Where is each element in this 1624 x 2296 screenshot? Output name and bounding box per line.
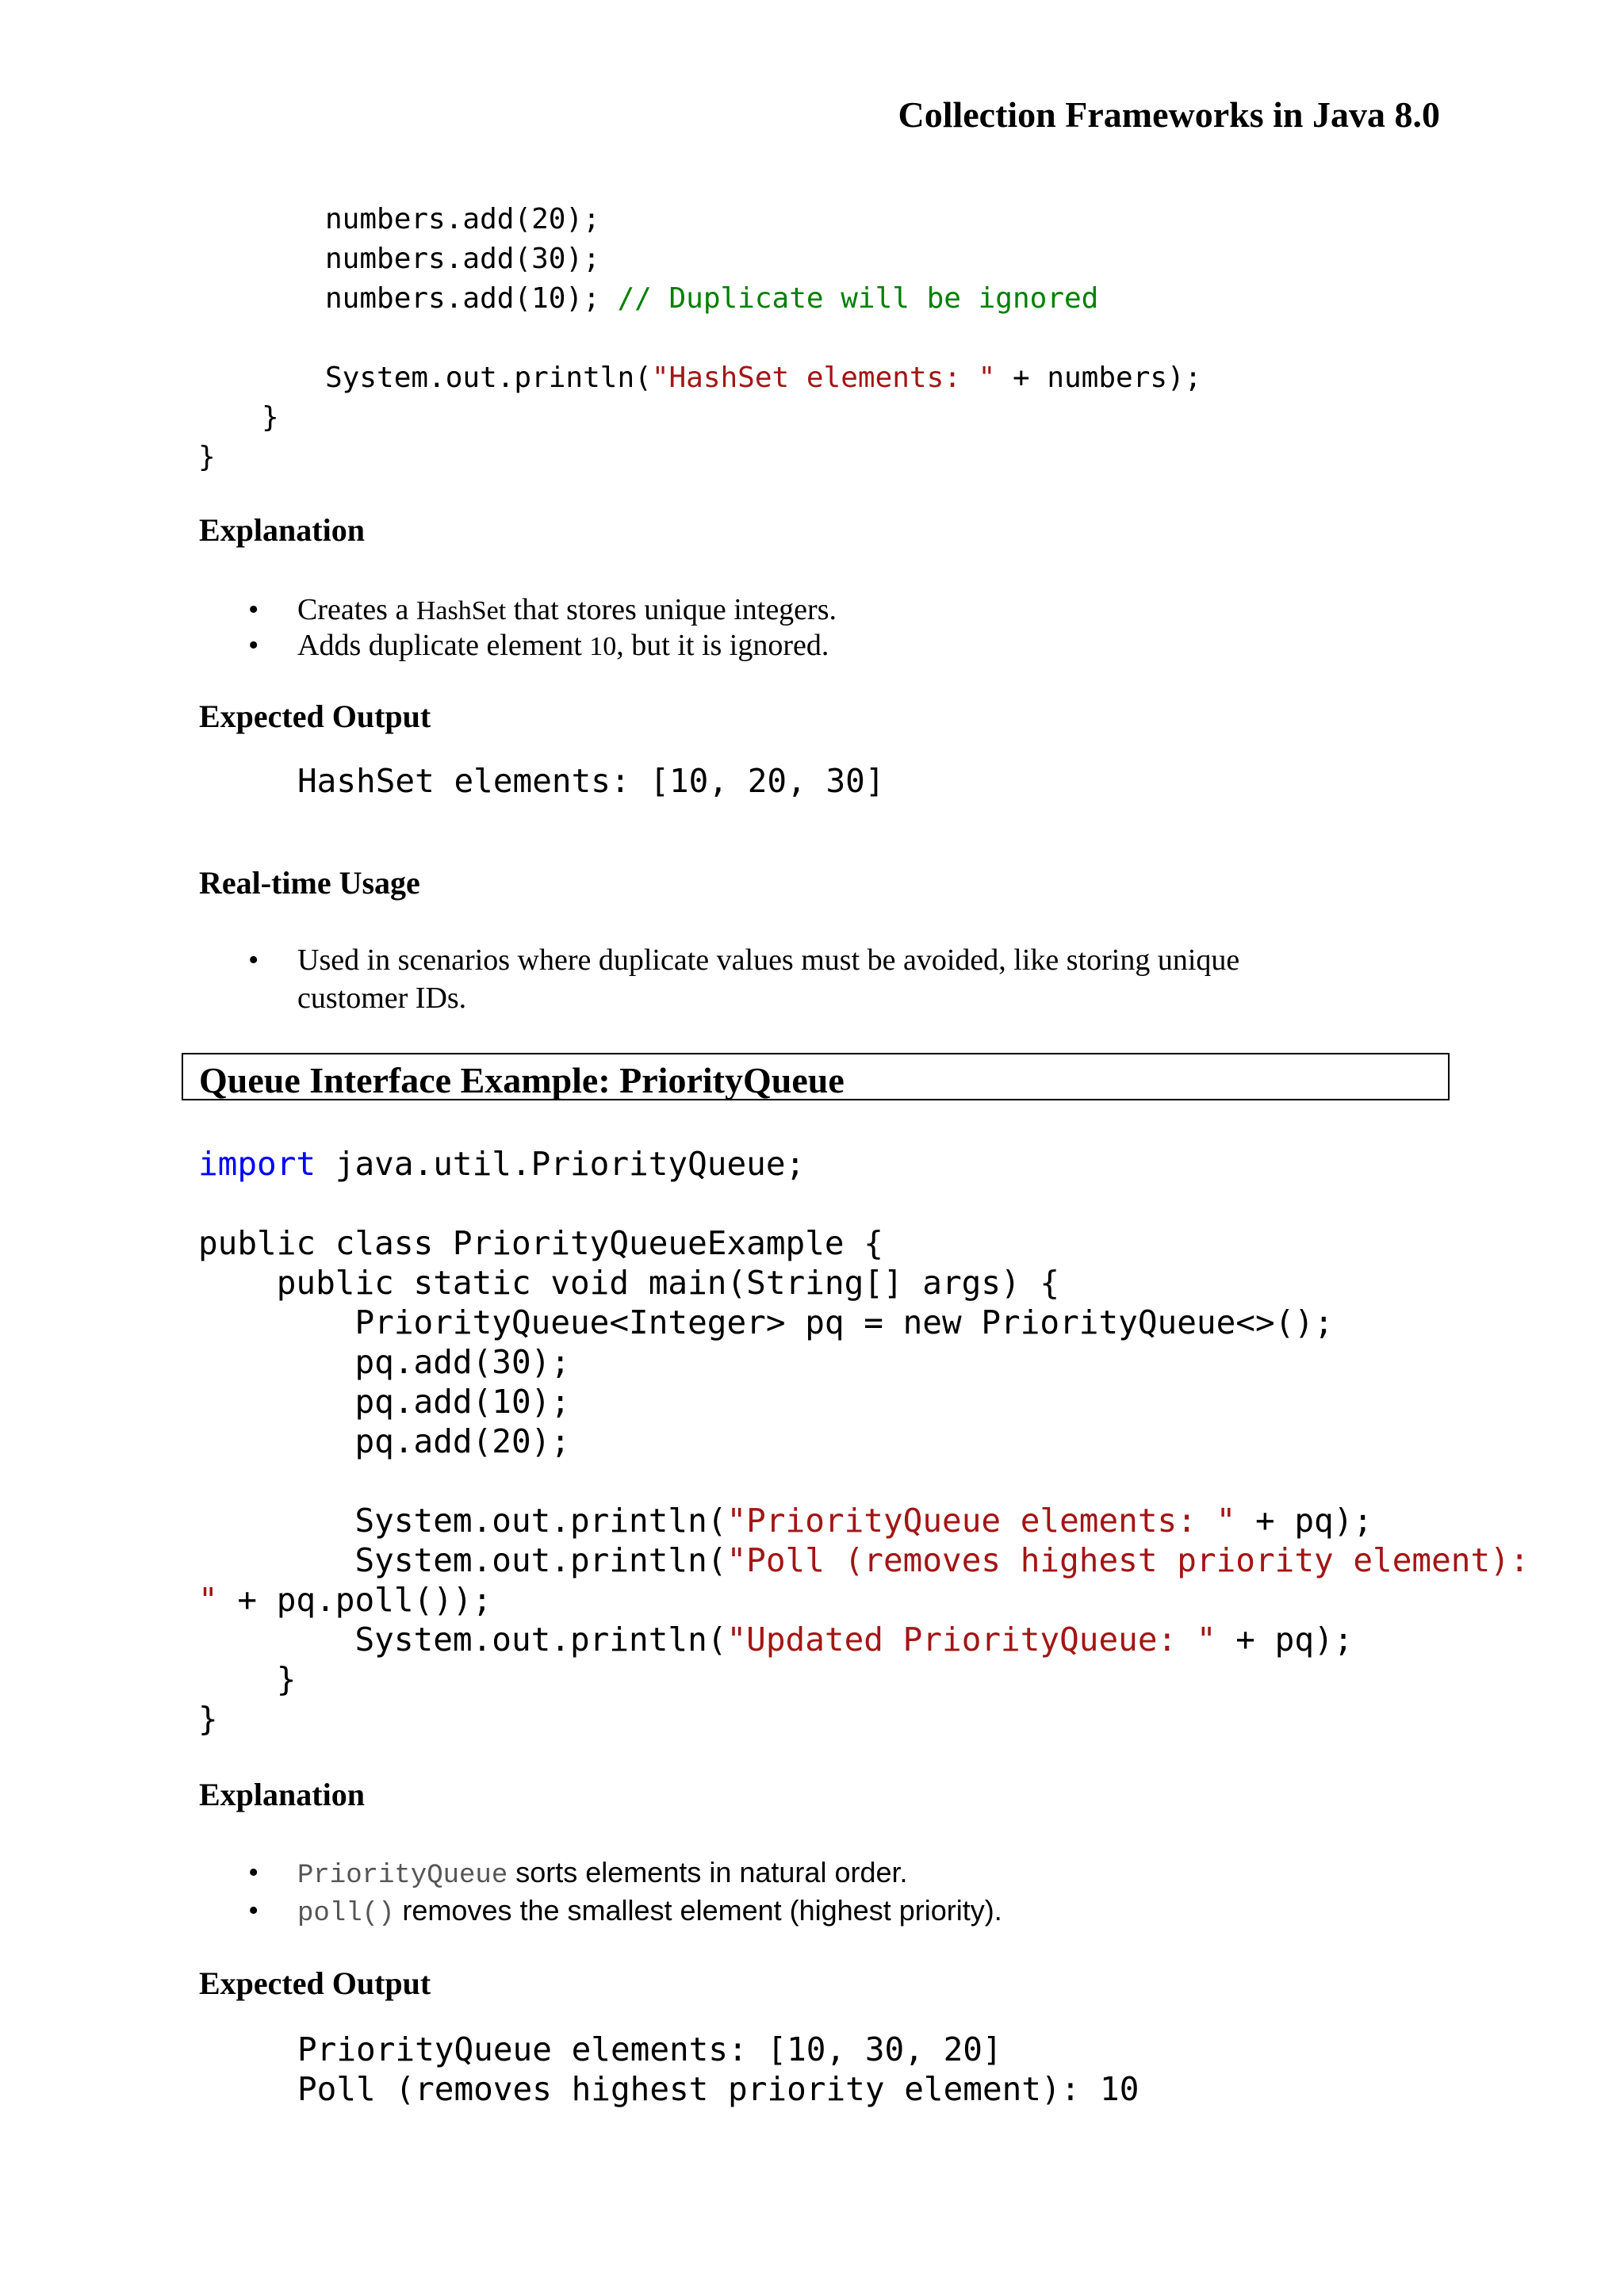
list-item xyxy=(248,626,829,666)
output-line: Poll (removes highest priority element): 10 xyxy=(297,2070,1139,2108)
code-line xyxy=(198,1540,1530,1580)
list-item-text: Adds duplicate element xyxy=(297,629,590,662)
code-brace: } xyxy=(198,1700,218,1738)
list-item xyxy=(248,941,1240,979)
list-item-text: Used in scenarios where duplicate values must be avoided, like storing unique xyxy=(297,943,1240,977)
output-line: HashSet elements: [10, 20, 30] xyxy=(297,762,885,800)
code-text: System.out.println( xyxy=(198,1621,727,1659)
section-title-box xyxy=(182,1053,1450,1100)
code-brace: } xyxy=(198,1660,297,1698)
code-line: public static void main(String[] args) { xyxy=(198,1264,1060,1302)
inline-code: HashSet xyxy=(416,596,507,626)
code-text: System.out.println( xyxy=(198,1502,727,1540)
code-line xyxy=(325,200,600,239)
code-text: + pq.poll()); xyxy=(217,1581,492,1619)
list-item-text: Creates a xyxy=(297,593,416,626)
code-line: PriorityQueue<Integer> pq = new PriorityQueue<>(); xyxy=(198,1303,1334,1341)
code-line: public class PriorityQueueExample { xyxy=(198,1224,883,1262)
code-line: pq.add(30); xyxy=(198,1343,570,1381)
bullet-icon: • xyxy=(248,1894,259,1927)
code-text: + pq); xyxy=(1235,1502,1373,1540)
output-line: PriorityQueue elements: [10, 30, 20] xyxy=(297,2030,1002,2068)
code-text: System.out.println( xyxy=(325,362,652,394)
code-text: numbers.add(10); xyxy=(325,282,618,315)
list-item-continuation: customer IDs. xyxy=(297,982,467,1015)
code-line xyxy=(198,1620,1353,1659)
code-line xyxy=(325,358,1201,398)
list-item-text: that stores unique integers. xyxy=(506,593,837,626)
list-item xyxy=(248,591,837,630)
inline-code: PriorityQueue xyxy=(297,1861,508,1891)
list-item-text: sorts elements in natural order. xyxy=(508,1856,908,1888)
code-string: "Poll (removes highest priority element): xyxy=(726,1541,1530,1579)
inline-code: 10 xyxy=(589,632,617,661)
code-text: + pq); xyxy=(1216,1621,1354,1659)
code-keyword: import xyxy=(198,1145,316,1183)
code-brace: } xyxy=(198,441,216,473)
section-title: Queue Interface Example: PriorityQueue xyxy=(199,1060,845,1100)
code-line xyxy=(198,1144,805,1184)
section-heading: Real-time Usage xyxy=(199,865,420,901)
code-line xyxy=(198,1501,1373,1540)
bullet-icon: • xyxy=(248,629,259,662)
code-text: java.util.PriorityQueue; xyxy=(316,1145,806,1183)
section-heading: Expected Output xyxy=(199,1965,431,2001)
page-header-title: Collection Frameworks in Java 8.0 xyxy=(898,94,1440,135)
code-text: + numbers); xyxy=(995,362,1202,394)
code-brace: } xyxy=(262,401,279,434)
list-item xyxy=(248,1892,1002,1933)
code-string: "HashSet elements: " xyxy=(651,362,996,394)
bullet-icon: • xyxy=(248,1856,259,1889)
section-heading: Expected Output xyxy=(199,698,431,734)
list-item-text: , but it is ignored. xyxy=(616,629,829,662)
section-heading: Explanation xyxy=(199,1777,365,1812)
code-line xyxy=(325,239,600,279)
code-line xyxy=(325,279,1098,319)
list-item xyxy=(248,1854,908,1895)
code-comment: // Duplicate will be ignored xyxy=(617,282,1099,315)
list-item-text: removes the smallest element (highest priority). xyxy=(394,1894,1002,1927)
code-text: numbers.add(20); xyxy=(325,203,600,235)
inline-code: poll() xyxy=(297,1899,395,1929)
bullet-icon: • xyxy=(248,943,259,977)
section-heading: Explanation xyxy=(199,512,365,548)
code-text: numbers.add(30); xyxy=(325,243,600,275)
code-line: pq.add(20); xyxy=(198,1422,570,1460)
code-string: "PriorityQueue elements: " xyxy=(726,1502,1236,1540)
code-line xyxy=(198,1580,492,1620)
code-text: System.out.println( xyxy=(198,1541,727,1579)
bullet-icon: • xyxy=(248,593,259,626)
code-string: "Updated PriorityQueue: " xyxy=(726,1621,1216,1659)
code-line: pq.add(10); xyxy=(198,1383,570,1421)
code-string: " xyxy=(198,1581,218,1619)
